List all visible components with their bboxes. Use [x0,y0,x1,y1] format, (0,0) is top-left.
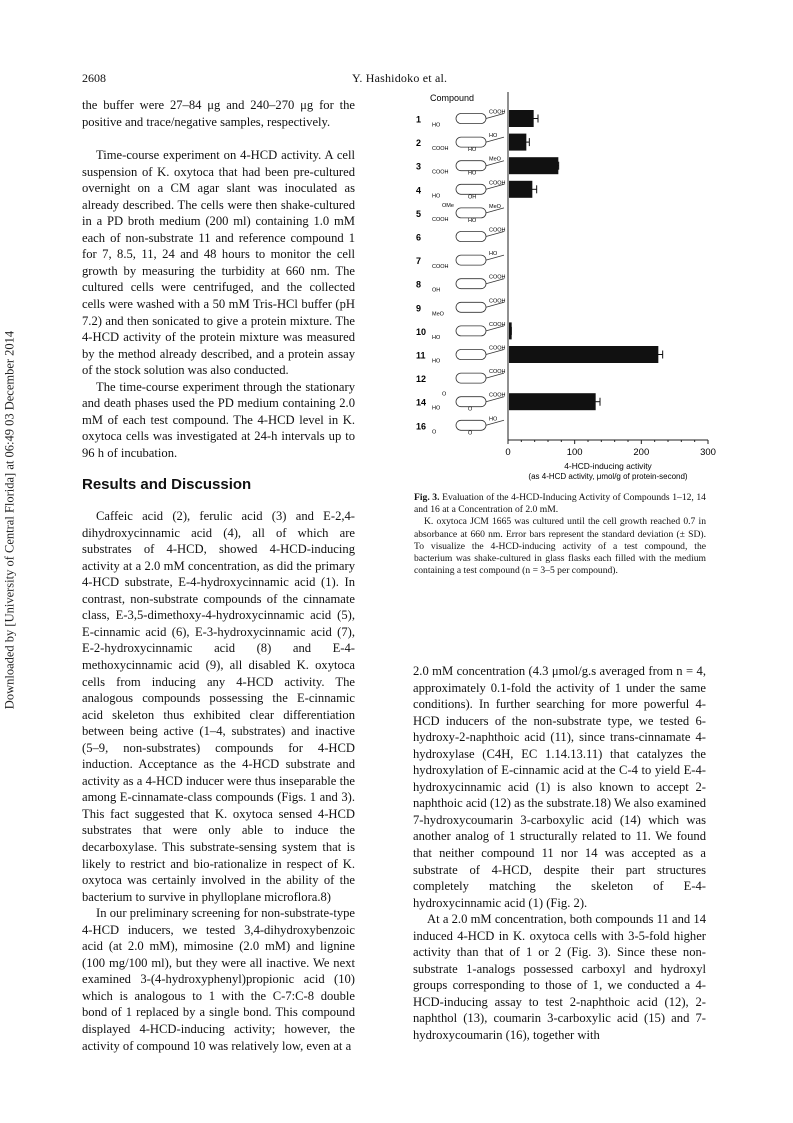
x-tick-label: 100 [566,447,583,458]
structure-atom-label: HO [432,405,441,412]
structure-atom-label: MeO [432,311,444,318]
section-heading: Results and Discussion [82,476,252,494]
data-bar [509,346,658,363]
structure-atom-label: COOH [489,321,506,328]
paragraph: The time-course experiment through the stationary and death phases used the PD medium containing 2.0 mM of each test compound. The 4-HCD level in K. oxytoca cells was investigated at 24-h intervals up to 96 h of incubation. [82,379,355,460]
structure-atom-label: OH [432,287,441,294]
compound-number-label: 5 [416,208,422,219]
structure-atom-label: HO [489,416,498,423]
structure-ring [456,279,486,289]
category-axis-label: Compound [430,93,475,103]
compound-number-label: 10 [416,326,427,337]
structure-atom-label: COOH [432,264,449,271]
compound-number-label: 6 [416,232,422,243]
structure-atom-label: OMe [442,202,454,209]
structure-ring [456,302,486,312]
x-tick-label: 300 [700,447,716,458]
structure-ring [456,161,486,171]
figure-label: Fig. 3. [414,492,440,503]
structure-atom-label: COOH [432,169,449,176]
structure-atom-label: COOH [432,146,449,153]
structure-atom-label: HO [432,122,441,129]
structure-ring [456,184,486,194]
data-bar [509,110,534,127]
structure-atom-label: O [442,391,447,398]
structure-ring [456,114,486,124]
structure-atom-label: COOH [489,227,506,234]
paragraph: 2.0 mM concentration (4.3 μmol/g.s averaged from n = 4, approximately 0.1-fold the activity of 1 under the same conditions). In further searching for more powerful 4-HCD inducers of the non-substrate type, we tested 6-hydroxy-2-naphthoic acid (11), since trans-cinnamate 4-hydroxylase (C4H, EC 1.14.13.11) that catalyzes the hydroxylation of E-cinnamic acid at the C-4 to yield E-4-hydroxycinnamic acid (1) is also known to accept 2-naphthoic acid (12) as the substrate.18) We also examined 7-hydroxycoumarin 3-carboxylic acid (14) which was another analog of 1 structurally related to 11. We found that neither compound 11 nor 14 was accepted as a substrate of 4-HCD, despite their part structures completely matching the skeleton of E-4-hydroxycinnamic acid (1) (Fig. 2). [413,664,706,910]
structure-atom-label: COOH [489,345,506,352]
structure-atom-label: HO [432,193,441,200]
compound-number-label: 14 [416,397,427,408]
structure-atom-label: HO [468,217,477,224]
paragraph: Time-course experiment on 4-HCD activity. A cell suspension of K. oxytoca that had been pre-cultured overnight on a CM agar slant was inoculated as already described. The cells were then shake-cultured in a PD broth medium (200 ml) containing 1.0 mM each of non-substrate 11 and reference compound 1 for 7, 8.5, 11, 24 and 48 hours to monitor the cell growth by measuring the turbidity at 660 nm. The cultured cells were centrifuged, and the collected cells were washed with a 50 mM Tris-HCl buffer (pH 7.2) and then sonicated to give a protein mixture. The 4-HCD activity of the protein mixture was measured by the method already described, and a protein assay of the stock solution was also conducted. [82,148,355,378]
structure-ring [456,232,486,242]
structure-ring [456,373,486,383]
paragraph: Caffeic acid (2), ferulic acid (3) and E-2,4-dihydroxycinnamic acid (4), all of which are substrates of 4-HCD, showed 4-HCD-inducing activity at a 2.0 mM concentration, as did the primary 4-HCD substrate, E-4-hydroxycinnamic acid (1). In contrast, non-substrate compounds of the cinnamate class, E-3,5-dimethoxy-4-hydroxycinnamic acid (5), E-cinnamic acid (6), E-3-hydroxycinnamic acid (7), E-2-hydroxycinnamic acid (8) and E-4-methoxycinnamic acid (9), all disabled K. oxytoca cells from inducing any 4-HCD activity. The analogous compounds possessing the E-cinnamic acid skeleton thus exhibited clear differentiation between being active (1–4, substrates) and inactive (5–9, non-substrates) compounds for 4-HCD induction. Acceptance as the 4-HCD substrate and activity as a 4-HCD inducer were thus inseparable the among E-cinnamate-class compounds (Figs. 1 and 3). This fact suggested that K. oxytoca sensed 4-HCD substrates that were only able to induce the decarboxylase. This substrate-sensing system that is likely to restrict and bio-rationalize in respect of K. oxytoca was certainly involved in the ability of the bacterium to survive in phylloplane microflora.8) [82,509,355,904]
figure-caption-body: K. oxytoca JCM 1665 was cultured until the cell growth reached 0.7 in absorbance at 660 nm. Error bars represent the standard deviation (± SD). To visualize the 4-HCD-inducing activity of a test compound, the bacterium was shake-cultured in glass flasks each filled with the medium containing a test compound (n = 3–5 per compound). [414,516,706,577]
structure-atom-label: MeO [489,156,501,163]
x-tick-label: 0 [505,447,511,458]
structure-atom-label: HO [432,334,441,341]
paragraph: In our preliminary screening for non-substrate-type 4-HCD inducers, we tested 3,4-dihydroxybenzoic acid (at 2.0 mM), mimosine (2.0 mM) and lignine (100 mg/100 ml), but they were all inactive. We next examined 3-(4-hydroxyphenyl)propionic acid (10) which is analogous to 1 with the C-7:C-8 double bond of 1 replaced by a single bond. This compound displayed 4-HCD-inducing activity; however, the activity of compound 10 was relatively low, even at a [82,906,355,1053]
x-tick-label: 200 [633,447,650,458]
x-axis-sublabel: (as 4-HCD activity, μmol/g of protein-second) [528,472,688,481]
structure-ring [456,137,486,147]
compound-number-label: 1 [416,114,422,125]
compound-number-label: 7 [416,256,422,267]
structure-atom-label: HO [468,147,477,154]
structure-ring [456,208,486,218]
compound-number-label: 8 [416,279,422,290]
paragraph: At a 2.0 mM concentration, both compounds 11 and 14 induced 4-HCD in K. oxytoca cells with 3-5-fold higher activity than that of 1 or 2 (Fig. 3). Since these non-substrate 1-analogs possessed carboxyl and hydroxyl groups corresponding to those of 1, we conducted a 4-HCD-inducing assay to test 2-naphthoic acid (12), 2-naphthol (13), coumarin 3-carboxylic acid (15) and 7-hydroxycoumarin (16), together with [413,912,706,1043]
structure-atom-label: COOH [489,369,506,376]
compound-number-label: 4 [416,185,422,196]
structure-atom-label: MeO [489,203,501,210]
structure-ring [456,420,486,430]
compound-number-label: 9 [416,303,422,314]
compound-number-label: 12 [416,374,427,385]
compound-number-label: 11 [416,350,426,361]
structure-atom-label: O [468,430,473,437]
structure-atom-label: COOH [489,274,506,281]
structure-atom-label: HO [432,358,441,365]
structure-ring [456,397,486,407]
structure-atom-label: COOH [489,180,506,187]
running-head: Y. Hashidoko et al. [352,71,448,85]
structure-ring [456,326,486,336]
structure-atom-label: COOH [489,392,506,399]
data-bar [509,134,526,151]
compound-number-label: 3 [416,161,422,172]
figure-title: Evaluation of the 4-HCD-Inducing Activity of Compounds 1–12, 14 and 16 at a Concentration of 2.0 mM. [414,492,706,516]
download-watermark: Downloaded by [University of Central Florida] at 06:49 03 December 2014 [2,330,17,710]
data-bar [509,181,532,198]
right-column [413,663,706,1044]
structure-atom-label: COOH [432,216,449,223]
structure-atom-label: COOH [489,298,506,305]
structure-atom-label: O [468,406,473,413]
data-bar [509,393,596,410]
structure-atom-label: HO [489,251,498,258]
structure-atom-label: O [432,429,437,436]
structure-atom-label: HO [489,133,498,140]
structure-ring [456,255,486,265]
structure-atom-label: OH [468,194,477,201]
compound-number-label: 2 [416,138,422,149]
data-bar [509,157,558,174]
structure-atom-label: HO [468,170,477,177]
x-axis-label: 4-HCD-inducing activity [564,461,652,471]
compound-number-label: 16 [416,421,427,432]
figure-3-chart [412,88,722,483]
paragraph: the buffer were 27–84 μg and 240–270 μg for the positive and trace/negative samples, respectively. [82,98,355,129]
structure-ring [456,350,486,360]
figure-caption [414,492,706,577]
left-column [82,97,355,1054]
page-number: 2608 [82,71,106,85]
structure-atom-label: COOH [489,109,506,116]
